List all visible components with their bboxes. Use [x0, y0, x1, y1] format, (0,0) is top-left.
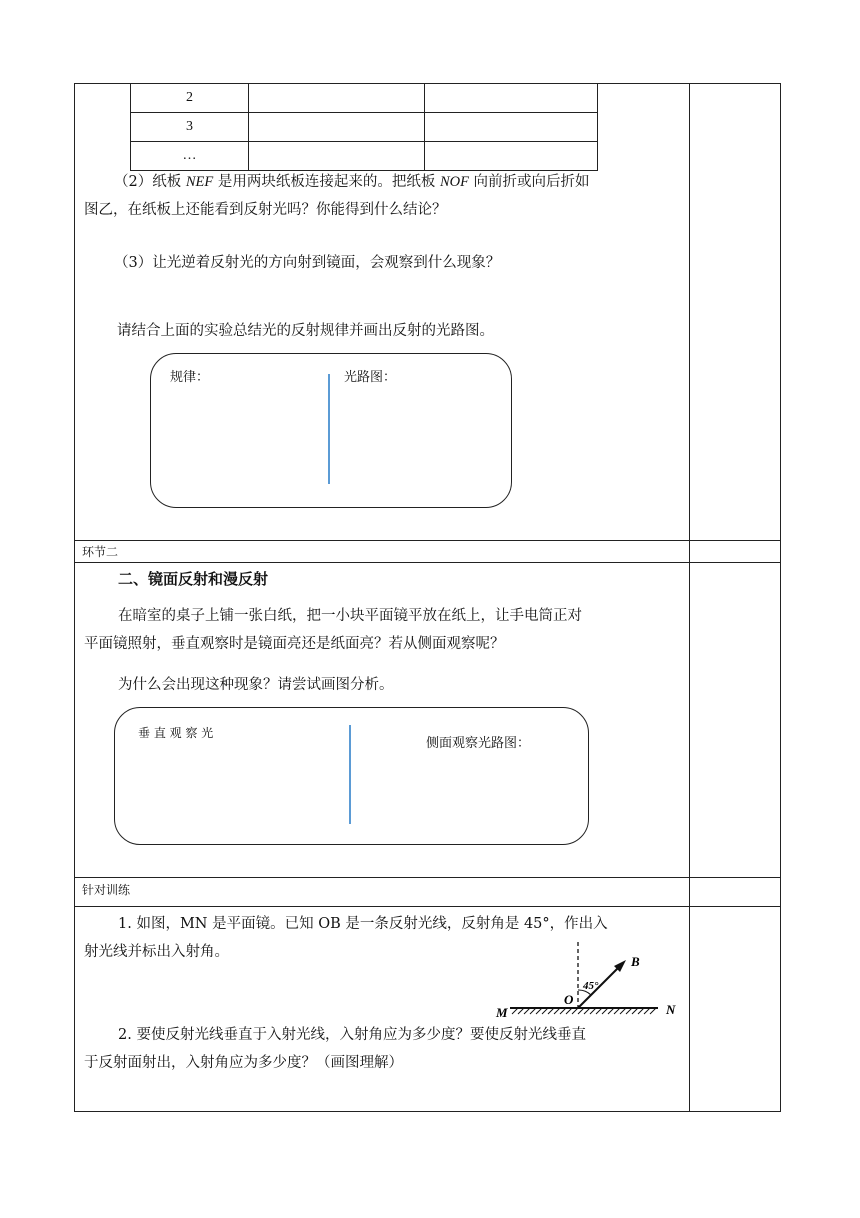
- table-cell-index: 2: [131, 84, 249, 113]
- exercise-1-line-2: 射光线并标出入射角。: [84, 944, 229, 960]
- angle-label: 45°: [583, 980, 599, 992]
- table-row: [131, 84, 598, 113]
- section-2-paragraph-line-2: 平面镜照射，垂直观察时是镜面亮还是纸面亮？若从侧面观察呢？: [84, 636, 505, 652]
- table-cell: [249, 84, 425, 113]
- vertical-observation-label: 垂 直 观 察 光: [138, 726, 214, 740]
- section-2-heading: 二、镜面反射和漫反射: [118, 570, 269, 588]
- box-divider: [328, 374, 330, 484]
- row-divider: [74, 877, 781, 878]
- table-cell: [249, 142, 425, 171]
- question-2-line-2: 图乙，在纸板上还能看到反射光吗？你能得到什么结论？: [84, 202, 447, 218]
- row-divider: [74, 562, 781, 563]
- exercise-2-line-2: 于反射面射出，入射角应为多少度？（画图理解）: [84, 1055, 403, 1071]
- label-o: O: [564, 992, 574, 1007]
- table-row: [131, 142, 598, 171]
- side-observation-label: 侧面观察光路图：: [426, 736, 531, 751]
- box-divider: [349, 725, 351, 824]
- section-2-paragraph-line-1: 在暗室的桌子上铺一张白纸，把一小块平面镜平放在纸上，让手电筒正对: [118, 608, 582, 624]
- light-path-label: 光路图：: [344, 370, 397, 385]
- section-2-question: 为什么会出现这种现象？请尝试画图分析。: [118, 677, 394, 693]
- table-cell-index: …: [131, 142, 249, 171]
- section-2-label: 环节二: [82, 545, 119, 559]
- label-n: N: [666, 1002, 676, 1017]
- table-cell: [425, 113, 598, 142]
- section-3-label: 针对训练: [82, 883, 131, 897]
- table-row: [131, 113, 598, 142]
- question-3: （3）让光逆着反射光的方向射到镜面，会观察到什么现象？: [114, 255, 501, 271]
- row-divider: [74, 906, 781, 907]
- experiment-data-table: [130, 83, 598, 171]
- table-cell: [249, 113, 425, 142]
- law-label: 规律：: [170, 370, 210, 385]
- table-cell-index: 3: [131, 113, 249, 142]
- exercise-1-line-1: 1. 如图，MN 是平面镜。已知 OB 是一条反射光线，反射角是 45°，作出入: [118, 916, 608, 932]
- summary-prompt: 请结合上面的实验总结光的反射规律并画出反射的光路图。: [117, 323, 494, 339]
- label-b: B: [631, 954, 640, 969]
- exercise-2-line-1: 2. 要使反射光线垂直于入射光线，入射角应为多少度？要使反射光线垂直: [118, 1027, 586, 1043]
- notes-column-divider: [689, 83, 690, 1112]
- label-m: M: [496, 1005, 508, 1020]
- table-cell: [425, 84, 598, 113]
- question-2-line-1: （2）纸板 NEF 是用两块纸板连接起来的。把纸板 NOF 向前折或向后折如: [114, 174, 590, 190]
- row-divider: [74, 540, 781, 541]
- table-cell: [425, 142, 598, 171]
- reflection-figure: [480, 940, 680, 1020]
